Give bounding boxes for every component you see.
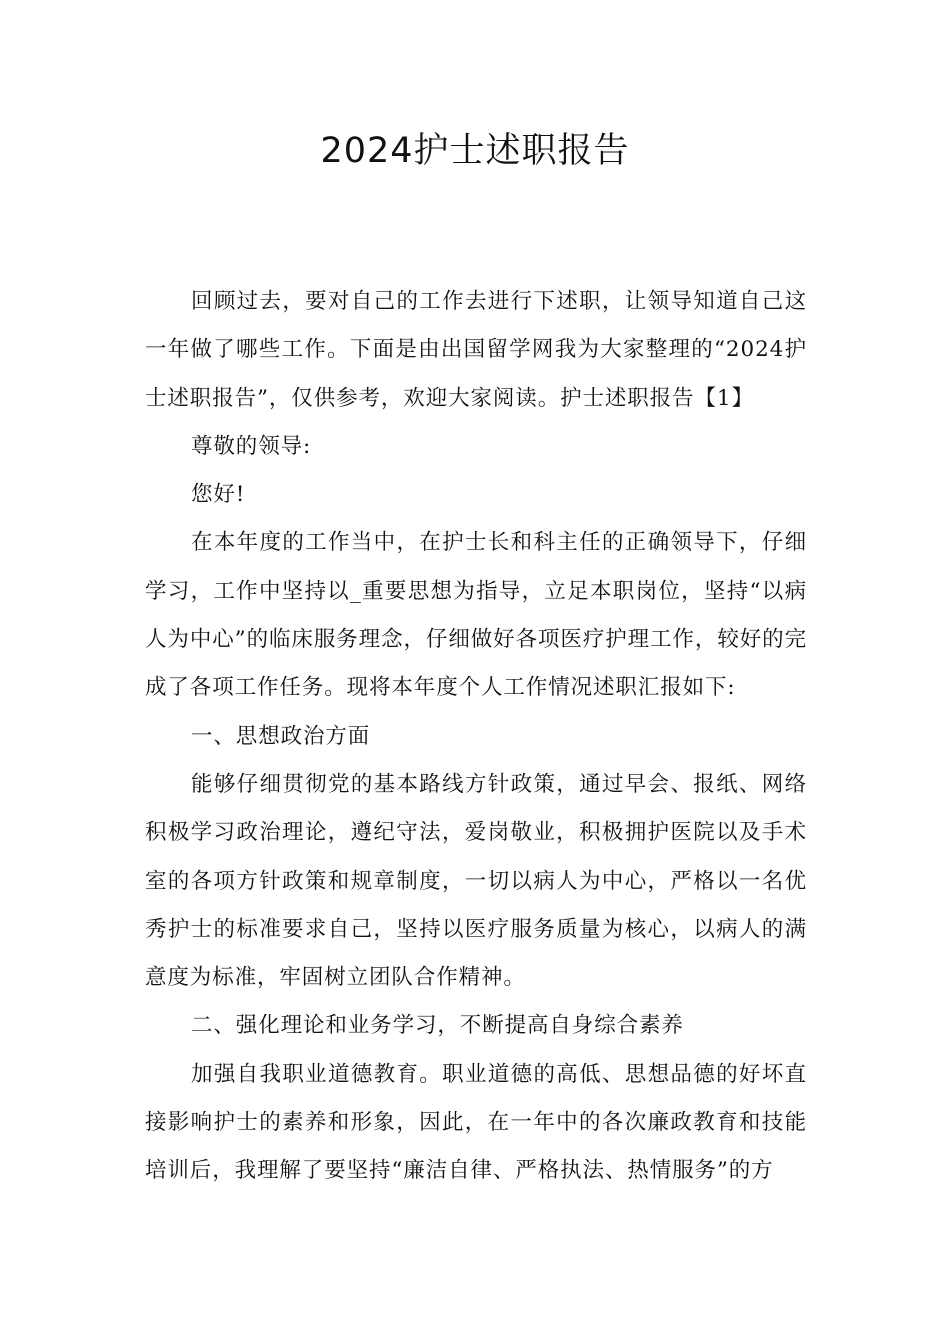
paragraph-intro: 回顾过去，要对自己的工作去进行下述职，让领导知道自己这一年做了哪些工作。下面是由出国留学网我为大家整理的“2024护士述职报告”，仅供参考，欢迎大家阅读。护士述职报告【1】	[145, 289, 807, 411]
section-heading-2: 二、强化理论和业务学习，不断提高自身综合素养	[191, 1013, 684, 1039]
document-title: 2024护士述职报告	[320, 131, 630, 171]
paragraph-greeting: 您好!	[191, 482, 246, 508]
document-body	[145, 278, 807, 1196]
paragraph-section-2: 加强自我职业道德教育。职业道德的高低、思想品德的好坏直接影响护士的素养和形象，因此，在一年中的各次廉政教育和技能培训后，我理解了要坚持“廉洁自律、严格执法、热情服务”的方	[145, 1061, 807, 1184]
paragraph-overview: 在本年度的工作当中，在护士长和科主任的正确领导下，仔细学习，工作中坚持以_重要思想为指导，立足本职岗位，坚持“以病人为中心”的临床服务理念，仔细做好各项医疗护理工作，较好的完成了各项工作任务。现将本年度个人工作情况述职汇报如下:	[145, 530, 807, 701]
paragraph-salutation: 尊敬的领导:	[191, 433, 312, 459]
paragraph-section-1: 能够仔细贯彻党的基本路线方针政策，通过早会、报纸、网络积极学习政治理论，遵纪守法，爱岗敬业，积极拥护医院以及手术室的各项方针政策和规章制度，一切以病人为中心，严格以一名优秀护士的标准要求自己，坚持以医疗服务质量为核心，以病人的满意度为标准，牢固树立团队合作精神。	[145, 771, 807, 991]
section-heading-1: 一、思想政治方面	[191, 723, 371, 749]
